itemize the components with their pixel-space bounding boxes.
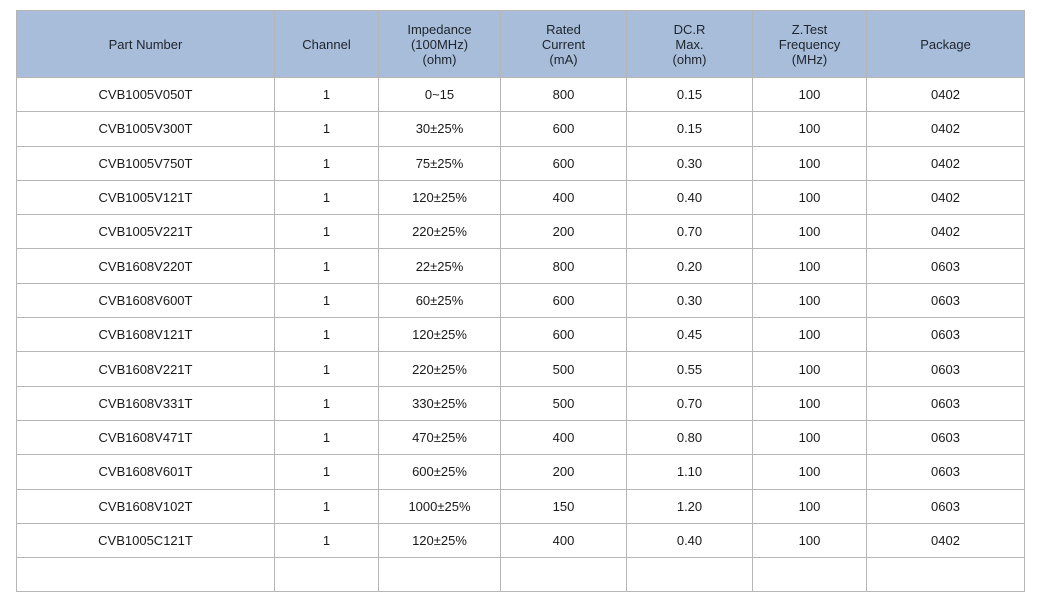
- cell-package: 0603: [867, 352, 1025, 386]
- cell-package: 0603: [867, 455, 1025, 489]
- cell-z-test-frequency: 100: [753, 420, 867, 454]
- cell-rated-current: 800: [501, 78, 627, 112]
- cell-z-test-frequency: 100: [753, 352, 867, 386]
- cell-dc-resistance: 0.45: [627, 318, 753, 352]
- table-row: [17, 523, 1025, 557]
- cell-part-number: CVB1608V121T: [17, 318, 275, 352]
- table-row: [17, 215, 1025, 249]
- cell-rated-current: 200: [501, 215, 627, 249]
- cell-dc-resistance: 0.30: [627, 283, 753, 317]
- header-line: (ohm): [672, 51, 707, 67]
- cell-part-number: CVB1608V471T: [17, 420, 275, 454]
- table-row: [17, 180, 1025, 214]
- cell-part-number: CVB1005V121T: [17, 180, 275, 214]
- cell-z-test-frequency: 100: [753, 318, 867, 352]
- cell-part-number: [17, 558, 275, 592]
- cell-package: 0603: [867, 386, 1025, 420]
- table-row: [17, 249, 1025, 283]
- cell-rated-current: 500: [501, 386, 627, 420]
- cell-dc-resistance: 0.70: [627, 215, 753, 249]
- cell-z-test-frequency: 100: [753, 489, 867, 523]
- header-line: (100MHz): [410, 36, 469, 52]
- cell-rated-current: 600: [501, 318, 627, 352]
- table-row: [17, 318, 1025, 352]
- cell-rated-current: 600: [501, 146, 627, 180]
- header-line: Package: [920, 36, 971, 52]
- header-line: Channel: [302, 36, 351, 52]
- header-line: Rated: [546, 21, 581, 37]
- cell-package: 0603: [867, 249, 1025, 283]
- cell-package: 0402: [867, 112, 1025, 146]
- cell-rated-current: [501, 558, 627, 592]
- cell-z-test-frequency: 100: [753, 455, 867, 489]
- cell-package: 0402: [867, 523, 1025, 557]
- cell-part-number: CVB1005V050T: [17, 78, 275, 112]
- cell-rated-current: 200: [501, 455, 627, 489]
- cell-impedance: 120±25%: [379, 318, 501, 352]
- cell-package: 0603: [867, 283, 1025, 317]
- cell-impedance: 22±25%: [379, 249, 501, 283]
- cell-z-test-frequency: [753, 558, 867, 592]
- cell-dc-resistance: 1.10: [627, 455, 753, 489]
- table-header-row: [17, 11, 1025, 78]
- table-row: [17, 78, 1025, 112]
- column-header-impedance: [379, 11, 501, 78]
- cell-dc-resistance: 0.40: [627, 180, 753, 214]
- cell-package: 0603: [867, 318, 1025, 352]
- header-line: DC.R: [673, 21, 706, 37]
- cell-impedance: 330±25%: [379, 386, 501, 420]
- cell-impedance: 60±25%: [379, 283, 501, 317]
- cell-rated-current: 150: [501, 489, 627, 523]
- cell-impedance: 1000±25%: [379, 489, 501, 523]
- cell-channel: 1: [275, 215, 379, 249]
- cell-channel: 1: [275, 146, 379, 180]
- table-header: [17, 11, 1025, 78]
- header-line: Impedance: [407, 21, 472, 37]
- cell-impedance: 600±25%: [379, 455, 501, 489]
- table-row: [17, 283, 1025, 317]
- header-line: Current: [541, 36, 586, 52]
- header-line: (mA): [549, 51, 578, 67]
- cell-dc-resistance: [627, 558, 753, 592]
- cell-part-number: CVB1608V601T: [17, 455, 275, 489]
- cell-z-test-frequency: 100: [753, 283, 867, 317]
- cell-rated-current: 500: [501, 352, 627, 386]
- cell-impedance: 0~15: [379, 78, 501, 112]
- cell-channel: 1: [275, 489, 379, 523]
- cell-channel: 1: [275, 78, 379, 112]
- cell-impedance: 470±25%: [379, 420, 501, 454]
- cell-dc-resistance: 0.30: [627, 146, 753, 180]
- column-header-z-test-frequency: [753, 11, 867, 78]
- cell-dc-resistance: 0.55: [627, 352, 753, 386]
- cell-channel: 1: [275, 318, 379, 352]
- header-line: (MHz): [791, 51, 828, 67]
- cell-impedance: 220±25%: [379, 352, 501, 386]
- cell-z-test-frequency: 100: [753, 146, 867, 180]
- column-header-part-number: [17, 11, 275, 78]
- cell-channel: [275, 558, 379, 592]
- cell-impedance: 220±25%: [379, 215, 501, 249]
- cell-dc-resistance: 0.80: [627, 420, 753, 454]
- header-line: Z.Test: [791, 21, 828, 37]
- cell-dc-resistance: 0.15: [627, 78, 753, 112]
- cell-part-number: CVB1608V102T: [17, 489, 275, 523]
- cell-rated-current: 400: [501, 420, 627, 454]
- column-header-channel: [275, 11, 379, 78]
- cell-impedance: 120±25%: [379, 180, 501, 214]
- cell-channel: 1: [275, 112, 379, 146]
- header-line: Part Number: [108, 36, 183, 52]
- cell-z-test-frequency: 100: [753, 249, 867, 283]
- cell-channel: 1: [275, 455, 379, 489]
- column-header-package: [867, 11, 1025, 78]
- cell-z-test-frequency: 100: [753, 180, 867, 214]
- cell-rated-current: 800: [501, 249, 627, 283]
- cell-z-test-frequency: 100: [753, 386, 867, 420]
- document-page: [0, 10, 1040, 560]
- cell-rated-current: 600: [501, 283, 627, 317]
- cell-dc-resistance: 0.15: [627, 112, 753, 146]
- cell-channel: 1: [275, 180, 379, 214]
- table-row: [17, 112, 1025, 146]
- cell-channel: 1: [275, 249, 379, 283]
- cell-package: 0402: [867, 146, 1025, 180]
- table-row: [17, 558, 1025, 592]
- cell-z-test-frequency: 100: [753, 112, 867, 146]
- cell-rated-current: 400: [501, 523, 627, 557]
- cell-channel: 1: [275, 352, 379, 386]
- cell-part-number: CVB1005V300T: [17, 112, 275, 146]
- table-row: [17, 489, 1025, 523]
- cell-impedance: 120±25%: [379, 523, 501, 557]
- cell-part-number: CVB1608V220T: [17, 249, 275, 283]
- cell-channel: 1: [275, 420, 379, 454]
- cell-channel: 1: [275, 283, 379, 317]
- cell-package: 0402: [867, 180, 1025, 214]
- table-row: [17, 420, 1025, 454]
- column-header-rated-current: [501, 11, 627, 78]
- table-body: [17, 78, 1025, 592]
- table-row: [17, 386, 1025, 420]
- header-line: (ohm): [422, 51, 457, 67]
- cell-package: 0402: [867, 215, 1025, 249]
- table-row: [17, 352, 1025, 386]
- cell-dc-resistance: 0.40: [627, 523, 753, 557]
- cell-rated-current: 600: [501, 112, 627, 146]
- cell-part-number: CVB1005V750T: [17, 146, 275, 180]
- cell-rated-current: 400: [501, 180, 627, 214]
- table-row: [17, 146, 1025, 180]
- cell-part-number: CVB1005V221T: [17, 215, 275, 249]
- cell-part-number: CVB1005C121T: [17, 523, 275, 557]
- cell-channel: 1: [275, 386, 379, 420]
- table-row: [17, 455, 1025, 489]
- header-line: Max.: [675, 36, 704, 52]
- header-line: Frequency: [778, 36, 841, 52]
- cell-channel: 1: [275, 523, 379, 557]
- cell-dc-resistance: 0.20: [627, 249, 753, 283]
- cell-package: [867, 558, 1025, 592]
- cell-part-number: CVB1608V600T: [17, 283, 275, 317]
- cell-dc-resistance: 0.70: [627, 386, 753, 420]
- cell-z-test-frequency: 100: [753, 78, 867, 112]
- cell-package: 0603: [867, 489, 1025, 523]
- cell-part-number: CVB1608V331T: [17, 386, 275, 420]
- cell-z-test-frequency: 100: [753, 523, 867, 557]
- cell-impedance: [379, 558, 501, 592]
- column-header-dc-resistance: [627, 11, 753, 78]
- cell-impedance: 75±25%: [379, 146, 501, 180]
- cell-part-number: CVB1608V221T: [17, 352, 275, 386]
- cell-dc-resistance: 1.20: [627, 489, 753, 523]
- cell-package: 0603: [867, 420, 1025, 454]
- cell-impedance: 30±25%: [379, 112, 501, 146]
- cell-z-test-frequency: 100: [753, 215, 867, 249]
- cell-package: 0402: [867, 78, 1025, 112]
- specification-table: [16, 10, 1025, 592]
